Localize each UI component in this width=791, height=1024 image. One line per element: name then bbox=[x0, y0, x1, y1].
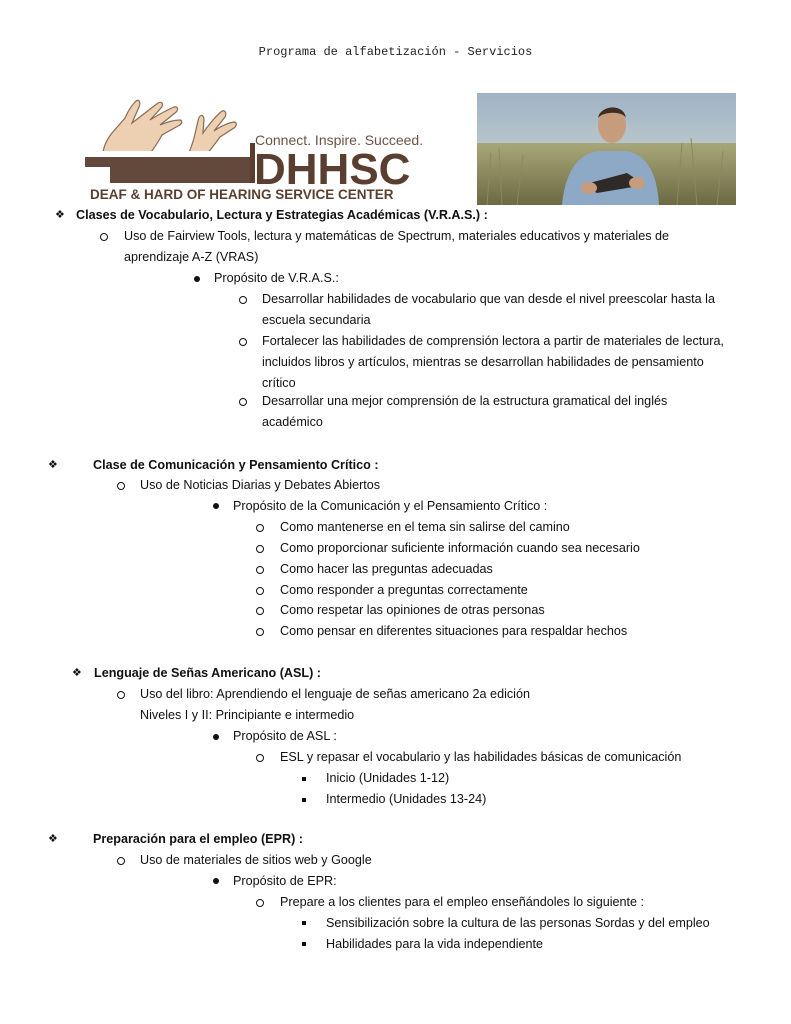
circle-bullet-icon bbox=[117, 857, 125, 865]
page-header: Programa de alfabetización - Servicios bbox=[258, 45, 533, 59]
dot-bullet-icon bbox=[194, 276, 200, 282]
dot-bullet-icon bbox=[213, 734, 219, 740]
square-bullet-icon bbox=[302, 942, 306, 946]
logo-name: DHHSC bbox=[254, 145, 411, 194]
asl-title: Lenguaje de Señas Americano (ASL) : bbox=[94, 666, 321, 680]
circle-bullet-icon bbox=[117, 482, 125, 490]
circle-bullet-icon bbox=[256, 566, 264, 574]
vras-item1-l1: Desarrollar habilidades de vocabulario que van desde el nivel preescolar hasta la bbox=[262, 292, 715, 306]
diamond-bullet-icon: ❖ bbox=[72, 667, 82, 679]
circle-bullet-icon bbox=[239, 338, 247, 346]
circle-bullet-icon bbox=[256, 754, 264, 762]
circle-bullet-icon bbox=[256, 607, 264, 615]
vras-item2-l3: crítico bbox=[262, 376, 296, 390]
diamond-bullet-icon: ❖ bbox=[48, 833, 58, 845]
cpc-item: Como mantenerse en el tema sin salirse del camino bbox=[280, 520, 570, 534]
vras-purpose: Propósito de V.R.A.S.: bbox=[214, 271, 339, 285]
circle-bullet-icon bbox=[256, 587, 264, 595]
cpc-item: Como proporcionar suficiente información cuando sea necesario bbox=[280, 541, 640, 555]
vras-use-line2: aprendizaje A-Z (VRAS) bbox=[124, 250, 259, 264]
circle-bullet-icon bbox=[256, 628, 264, 636]
epr-purpose: Propósito de EPR: bbox=[233, 874, 337, 888]
epr-sub: Habilidades para la vida independiente bbox=[326, 937, 544, 951]
vras-item2-l2: incluidos libros y artículos, mientras se desarrollan habilidades de pensamiento bbox=[262, 355, 704, 369]
circle-bullet-icon bbox=[100, 233, 108, 241]
epr-title: Preparación para el empleo (EPR) : bbox=[93, 832, 303, 846]
cpc-item: Como hacer las preguntas adecuadas bbox=[280, 562, 493, 576]
dot-bullet-icon bbox=[213, 503, 219, 509]
dot-bullet-icon bbox=[213, 878, 219, 884]
circle-bullet-icon bbox=[239, 296, 247, 304]
vras-title: Clases de Vocabulario, Lectura y Estrategias Académicas (V.R.A.S.) : bbox=[76, 208, 488, 222]
square-bullet-icon bbox=[302, 777, 306, 781]
vras-item1-l2: escuela secundaria bbox=[262, 313, 371, 327]
logo-tagline: Connect. Inspire. Succeed. bbox=[255, 132, 424, 148]
diamond-bullet-icon: ❖ bbox=[55, 209, 65, 221]
circle-bullet-icon bbox=[239, 398, 247, 406]
circle-bullet-icon bbox=[117, 691, 125, 699]
asl-item: ESL y repasar el vocabulario y las habilidades básicas de comunicación bbox=[280, 750, 682, 764]
asl-use-line1: Uso del libro: Aprendiendo el lenguaje de señas americano 2a edición bbox=[140, 687, 530, 701]
asl-purpose: Propósito de ASL : bbox=[233, 729, 337, 743]
cpc-purpose: Propósito de la Comunicación y el Pensamiento Crítico : bbox=[233, 499, 548, 513]
circle-bullet-icon bbox=[256, 545, 264, 553]
square-bullet-icon bbox=[302, 798, 306, 802]
epr-sub: Sensibilización sobre la cultura de las personas Sordas y del empleo bbox=[326, 916, 710, 930]
epr-item: Prepare a los clientes para el empleo enseñándoles lo siguiente : bbox=[280, 895, 645, 909]
vras-item3-l1: Desarrollar una mejor comprensión de la estructura gramatical del inglés bbox=[262, 394, 668, 408]
vras-item2-l1: Fortalecer las habilidades de comprensión lectora a partir de materiales de lectura, bbox=[262, 334, 725, 348]
cpc-item: Como respetar las opiniones de otras personas bbox=[280, 603, 545, 617]
circle-bullet-icon bbox=[256, 899, 264, 907]
cpc-item: Como pensar en diferentes situaciones para respaldar hechos bbox=[280, 624, 628, 638]
cpc-use: Uso de Noticias Diarias y Debates Abiertos bbox=[140, 478, 381, 492]
asl-level: Inicio (Unidades 1-12) bbox=[326, 771, 450, 785]
cpc-title: Clase de Comunicación y Pensamiento Crítico : bbox=[93, 458, 379, 472]
vras-item3-l2: académico bbox=[262, 415, 323, 429]
circle-bullet-icon bbox=[256, 524, 264, 532]
vras-use-line1: Uso de Fairview Tools, lectura y matemáticas de Spectrum, materiales educativos y materiales de bbox=[124, 229, 670, 243]
logo-subtitle: DEAF & HARD OF HEARING SERVICE CENTER bbox=[90, 187, 394, 202]
asl-level: Intermedio (Unidades 13-24) bbox=[326, 792, 487, 806]
square-bullet-icon bbox=[302, 921, 306, 925]
asl-use-line2: Niveles I y II: Principiante e intermedio bbox=[140, 708, 355, 722]
epr-use: Uso de materiales de sitios web y Google bbox=[140, 853, 372, 867]
diamond-bullet-icon: ❖ bbox=[48, 459, 58, 471]
reading-man-photo bbox=[477, 93, 736, 205]
cpc-item: Como responder a preguntas correctamente bbox=[280, 583, 528, 597]
dhhsc-logo bbox=[70, 93, 436, 205]
